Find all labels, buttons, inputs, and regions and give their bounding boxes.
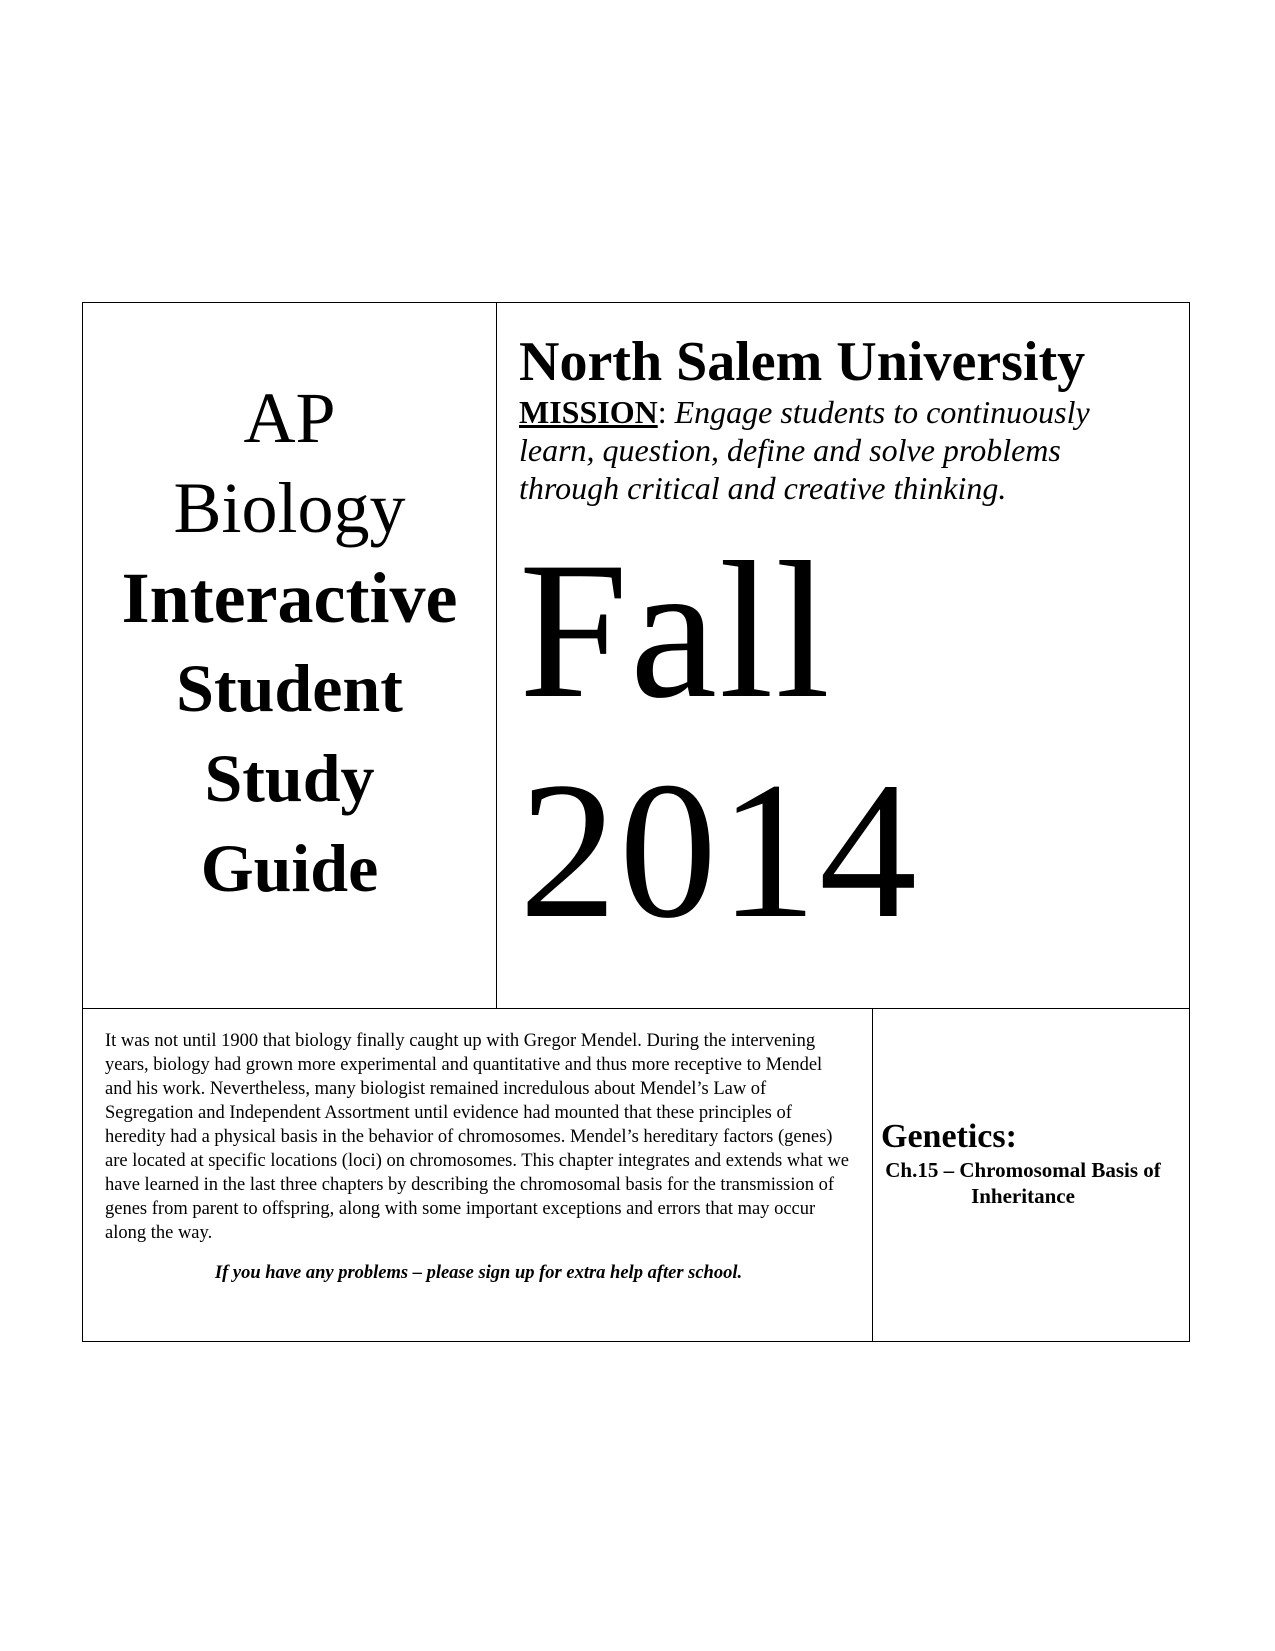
school-name: North Salem University (519, 331, 1086, 393)
help-note: If you have any problems – please sign up for extra help after school. (214, 1263, 743, 1283)
course-title-guide: Guide (200, 830, 379, 906)
intro-paragraph: It was not until 1900 that biology finally caught up with Gregor Mendel. During the intervening years, biology had grown more experimental and quantitative and thus more receptive to Mendel and his work. Nevertheless, many biologist remained incredulous about Mendel’s Law of Segregation and Independent Assortment until evidence had mounted that these principles of heredity had a physical basis in the behavior of chromosomes. Mendel’s hereditary factors (genes) are located at specific locations (loci) on chromosomes. This chapter integrates and extends what we have learned in the last three chapters by describing the chromosomal basis for the transmission of genes from parent to offspring, along with some important exceptions and errors that may occur along the way. (105, 1031, 850, 1243)
cover-table (82, 302, 1190, 1342)
topic-title: Genetics: (881, 1118, 1017, 1155)
course-title-block (83, 303, 497, 1008)
mission-separator: : (657, 394, 675, 430)
term-year: 2014 (519, 742, 919, 959)
topic-block (873, 1009, 1189, 1341)
mission-text: Engage students to continuously learn, question, define and solve problems through critical and creative thinking. (519, 394, 1090, 506)
cover-bottom-row (83, 1009, 1189, 1341)
term-season: Fall (519, 522, 832, 739)
school-block (497, 303, 1189, 1008)
mission-statement (519, 393, 1129, 507)
course-title-student: Student (176, 650, 403, 726)
course-title-biology: Biology (173, 468, 406, 548)
intro-block (83, 1009, 873, 1341)
course-title-ap: AP (243, 378, 336, 458)
topic-chapter: Ch.15 – Chromosomal Basis of Inheritance (885, 1158, 1161, 1208)
course-title-interactive: Interactive (121, 558, 458, 638)
mission-label: MISSION (519, 394, 658, 430)
cover-top-row (83, 303, 1189, 1009)
course-title-study: Study (204, 740, 375, 816)
